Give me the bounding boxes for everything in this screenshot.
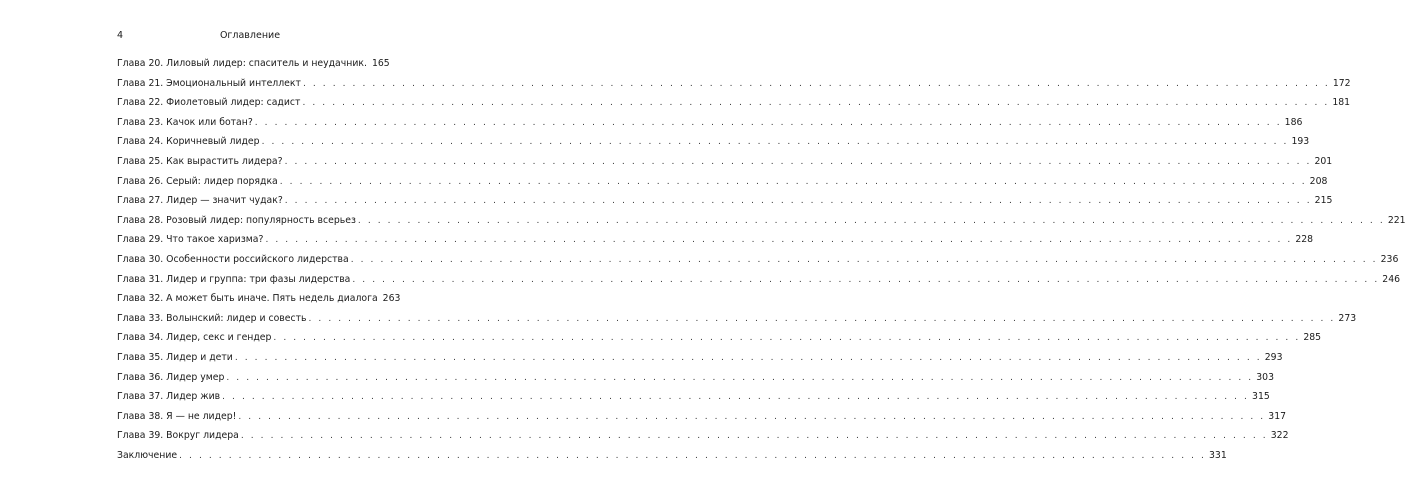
toc-entry bbox=[117, 449, 1227, 470]
page-header bbox=[117, 30, 383, 44]
toc-entry-title: Глава 31. Лидер и группа: три фазы лидерства bbox=[117, 273, 351, 285]
toc-entry-page: 263 bbox=[382, 293, 401, 305]
toc-entry-title: Глава 34. Лидер, секс и гендер bbox=[117, 332, 272, 344]
toc-entry-title: Глава 35. Лидер и дети bbox=[117, 351, 233, 363]
toc-entry bbox=[117, 312, 1357, 333]
toc-entry-title: Глава 28. Розовый лидер: популярность всерьез bbox=[117, 214, 356, 226]
toc-entry bbox=[117, 391, 1270, 411]
toc-entry-title: Глава 27. Лидер — значит чудак? bbox=[117, 195, 283, 207]
toc-entry-page: 285 bbox=[1303, 332, 1322, 344]
toc-entry-title: Глава 38. Я — не лидер! bbox=[117, 410, 237, 422]
toc-dot-leader bbox=[273, 333, 1300, 343]
toc-entry bbox=[117, 155, 1333, 176]
toc-entry-title: Глава 24. Коричневый лидер bbox=[117, 136, 260, 148]
toc-entry bbox=[117, 77, 1351, 98]
toc-entry-page: 172 bbox=[1332, 77, 1351, 89]
toc-entry-title: Глава 22. Фиолетовый лидер: садист bbox=[117, 97, 301, 109]
toc-dot-leader bbox=[255, 118, 1282, 128]
toc-entry-page: 331 bbox=[1209, 449, 1227, 461]
toc-entry bbox=[117, 58, 390, 78]
toc-dot-leader bbox=[241, 431, 1268, 441]
toc-entry bbox=[117, 97, 1351, 117]
toc-entry-title: Глава 21. Эмоциональный интеллект bbox=[117, 77, 301, 89]
toc-entry-page: 215 bbox=[1314, 195, 1333, 207]
toc-entry-title: Глава 23. Качок или ботан? bbox=[117, 116, 253, 128]
toc-dot-leader bbox=[352, 275, 1379, 285]
toc-entry bbox=[117, 332, 1322, 352]
toc-entry-page: 181 bbox=[1332, 97, 1351, 109]
toc-dot-leader bbox=[302, 98, 1329, 108]
toc-dot-leader bbox=[285, 196, 1312, 206]
toc-entry-title: Глава 32. А может быть иначе. Пять недель диалога bbox=[117, 293, 378, 305]
toc-entry bbox=[117, 351, 1283, 372]
toc-entry bbox=[117, 195, 1333, 215]
toc-dot-leader bbox=[238, 412, 1265, 422]
toc-entry-page: 273 bbox=[1338, 312, 1357, 324]
toc-entry bbox=[117, 253, 1399, 274]
toc-entry-title: Глава 33. Волынский: лидер и совесть bbox=[117, 312, 307, 324]
table-of-contents bbox=[117, 58, 1406, 469]
toc-entry-page: 293 bbox=[1264, 351, 1283, 363]
toc-entry-page: 165 bbox=[371, 58, 390, 69]
toc-entry-page: 201 bbox=[1314, 155, 1333, 167]
toc-entry-page: 228 bbox=[1295, 234, 1314, 246]
toc-entry-title: Глава 36. Лидер умер bbox=[117, 371, 225, 383]
toc-entry bbox=[117, 293, 401, 313]
toc-dot-leader bbox=[351, 255, 1378, 265]
toc-entry-page: 315 bbox=[1252, 391, 1270, 403]
toc-dot-leader bbox=[265, 235, 1292, 245]
toc-dot-leader bbox=[226, 373, 1253, 383]
toc-dot-leader bbox=[222, 392, 1249, 402]
toc-entry-page: 322 bbox=[1270, 430, 1289, 442]
toc-entry-title: Глава 39. Вокруг лидера bbox=[117, 430, 239, 442]
toc-dot-leader bbox=[303, 79, 1330, 89]
toc-entry bbox=[117, 234, 1314, 254]
toc-entry bbox=[117, 116, 1303, 137]
toc-entry-page: 221 bbox=[1387, 214, 1406, 226]
toc-entry bbox=[117, 214, 1406, 235]
toc-entry bbox=[117, 273, 1401, 294]
toc-entry-page: 236 bbox=[1380, 253, 1399, 265]
running-title: Оглавление bbox=[219, 30, 281, 41]
toc-entry-page: 303 bbox=[1256, 371, 1275, 383]
toc-dot-leader bbox=[309, 314, 1336, 324]
toc-entry-page: 208 bbox=[1309, 175, 1328, 187]
toc-dot-leader bbox=[285, 157, 1312, 167]
toc-entry-title: Глава 37. Лидер жив bbox=[117, 391, 221, 403]
toc-dot-leader bbox=[280, 177, 1307, 187]
toc-entry bbox=[117, 410, 1287, 431]
toc-entry-title: Глава 29. Что такое харизма? bbox=[117, 234, 264, 246]
toc-entry-page: 193 bbox=[1291, 136, 1310, 148]
toc-entry-title: Глава 25. Как вырастить лидера? bbox=[117, 155, 283, 167]
toc-dot-leader bbox=[235, 353, 1262, 363]
toc-entry-title: Глава 30. Особенности российского лидерства bbox=[117, 253, 349, 265]
toc-dot-leader bbox=[179, 451, 1206, 461]
toc-entry bbox=[117, 175, 1328, 196]
toc-entry-page: 186 bbox=[1284, 116, 1303, 128]
page-number: 4 bbox=[117, 30, 124, 41]
toc-dot-leader bbox=[262, 137, 1289, 147]
toc-entry-title: Заключение bbox=[117, 449, 178, 461]
toc-entry bbox=[117, 136, 1310, 156]
toc-dot-leader bbox=[358, 216, 1385, 226]
toc-entry-title: Глава 26. Серый: лидер порядка bbox=[117, 175, 278, 187]
toc-entry-page: 317 bbox=[1268, 410, 1287, 422]
toc-entry bbox=[117, 371, 1275, 392]
toc-entry bbox=[117, 430, 1289, 450]
toc-entry-page: 246 bbox=[1382, 273, 1401, 285]
toc-entry-title: Глава 20. Лиловый лидер: спаситель и неудачник. bbox=[117, 58, 367, 69]
